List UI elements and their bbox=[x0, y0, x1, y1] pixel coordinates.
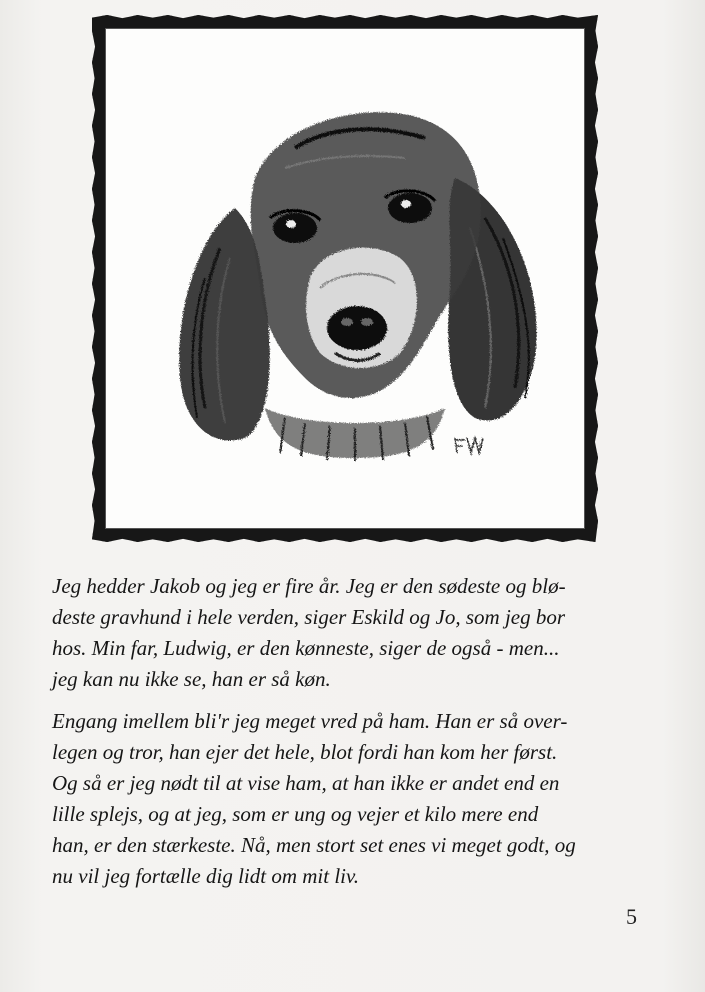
paragraph-line: deste gravhund i hele verden, siger Eskild og Jo, som jeg bor bbox=[52, 605, 566, 629]
paragraph-line: jeg kan nu ikke se, han er så køn. bbox=[52, 667, 331, 691]
paragraph-line: han, er den stærkeste. Nå, men stort set enes vi meget godt, og bbox=[52, 833, 576, 857]
paragraph-1 bbox=[52, 571, 647, 695]
paragraph-line: lille splejs, og at jeg, som er ung og vejer et kilo mere end bbox=[52, 802, 539, 826]
paragraph-line: nu vil jeg fortælle dig lidt om mit liv. bbox=[52, 864, 360, 888]
dachshund-portrait-icon bbox=[105, 28, 585, 529]
paragraph-2 bbox=[52, 706, 647, 892]
paragraph-line: hos. Min far, Ludwig, er den kønneste, siger de også - men... bbox=[52, 636, 560, 660]
paragraph-line: Engang imellem bli'r jeg meget vred på ham. Han er så over- bbox=[52, 709, 568, 733]
paragraph-line: legen og tror, han ejer det hele, blot fordi han kom her først. bbox=[52, 740, 558, 764]
paragraph-line: Og så er jeg nødt til at vise ham, at han ikke er andet end en bbox=[52, 771, 560, 795]
illustration-panel bbox=[105, 28, 585, 529]
page-number: 5 bbox=[626, 904, 637, 929]
illustration-frame bbox=[92, 15, 598, 542]
paragraph-line: Jeg hedder Jakob og jeg er fire år. Jeg er den sødeste og blø- bbox=[52, 574, 566, 598]
